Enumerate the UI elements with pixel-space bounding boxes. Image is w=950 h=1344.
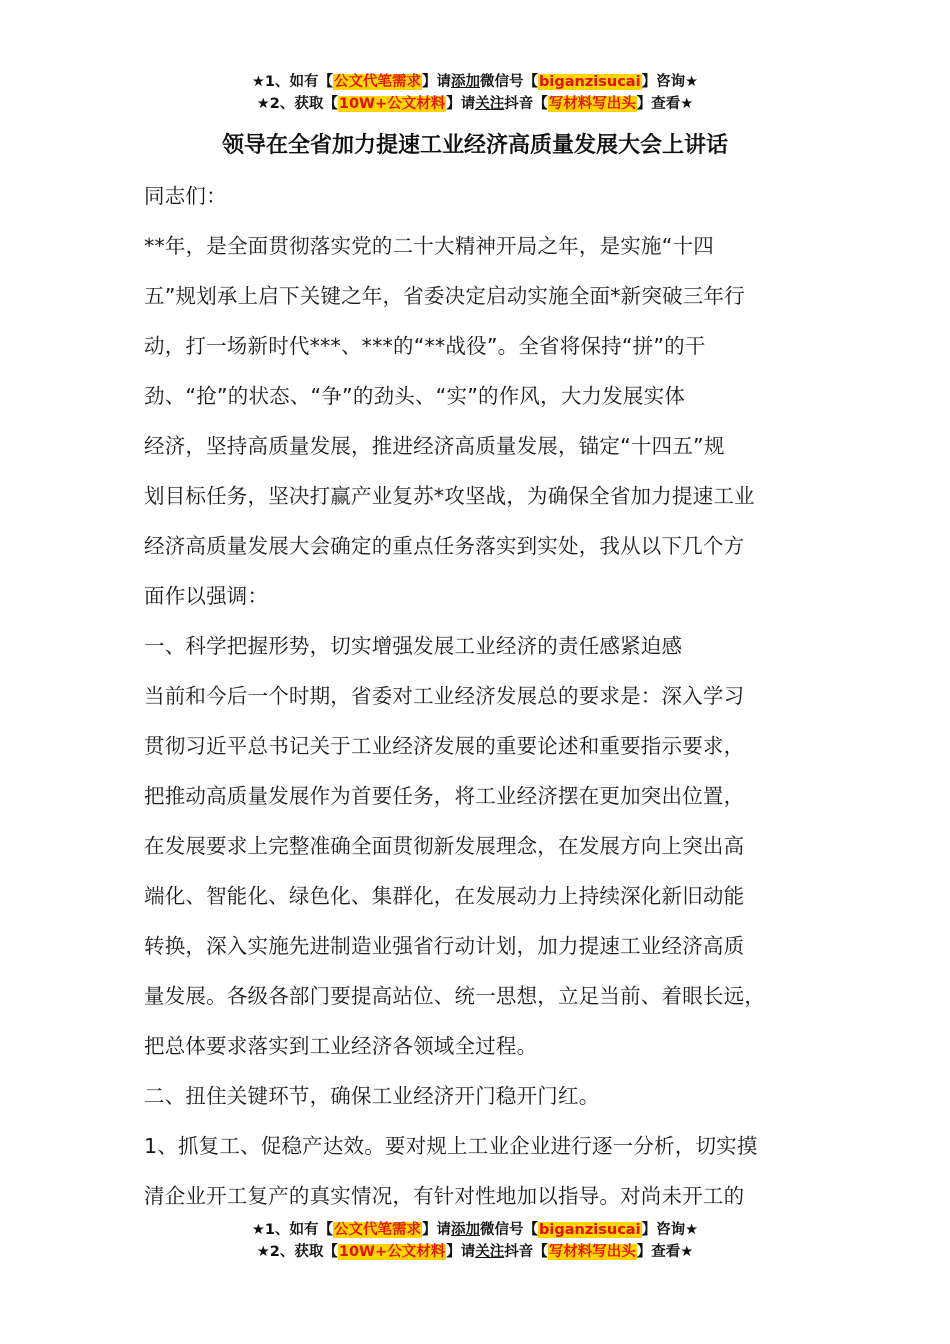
promo-text: 】请 <box>446 96 476 112</box>
body-line: 经济高质量发展大会确定的重点任务落实到实处，我从以下几个方 <box>144 534 745 558</box>
promo-text: 微信号【 <box>480 1222 539 1238</box>
promo-text: 】查看★ <box>636 96 694 112</box>
top-promo-banner <box>0 71 950 115</box>
promo-text: ★2、获取【 <box>256 96 338 112</box>
body-line: 把总体要求落实到工业经济各领域全过程。 <box>144 1034 538 1058</box>
promo-highlight: 写材料写出头 <box>548 1244 636 1260</box>
body-line: 量发展。各级各部门要提高站位、统一思想，立足当前、着眼长远， <box>144 984 765 1008</box>
promo-text: 】请 <box>422 1222 452 1238</box>
promo-highlight: 公文代笔需求 <box>334 74 422 90</box>
promo-emphasis: 添加 <box>451 74 481 90</box>
promo-emphasis: 关注 <box>475 96 505 112</box>
promo-highlight: 公文代笔需求 <box>334 1222 422 1238</box>
body-line: 当前和今后一个时期，省委对工业经济发展总的要求是：深入学习 <box>144 684 745 708</box>
promo-highlight: biganzisucai <box>539 74 641 90</box>
promo-text: 抖音【 <box>504 1244 548 1260</box>
promo-line-1 <box>0 1219 950 1241</box>
body-line: 转换，深入实施先进制造业强省行动计划，加力提速工业经济高质 <box>144 934 745 958</box>
body-line: 面作以强调： <box>144 584 269 608</box>
promo-text: ★2、获取【 <box>256 1244 338 1260</box>
body-line: 清企业开工复产的真实情况，有针对性地加以指导。对尚未开工的 <box>144 1184 745 1208</box>
body-line: 1、抓复工、促稳产达效。要对规上工业企业进行逐一分析，切实摸 <box>144 1134 758 1158</box>
body-line: 端化、智能化、绿色化、集群化，在发展动力上持续深化新旧动能 <box>144 884 745 908</box>
promo-emphasis: 添加 <box>451 1222 481 1238</box>
promo-text: 】查看★ <box>636 1244 694 1260</box>
body-line: 把推动高质量发展作为首要任务，将工业经济摆在更加突出位置， <box>144 784 745 808</box>
body-line: 五”规划承上启下关键之年，省委决定启动实施全面*新突破三年行 <box>144 284 745 308</box>
promo-text: 】请 <box>422 74 452 90</box>
body-line: **年，是全面贯彻落实党的二十大精神开局之年，是实施“十四 <box>144 234 714 258</box>
promo-highlight: biganzisucai <box>539 1222 641 1238</box>
document-body <box>144 171 834 1221</box>
body-line: 贯彻习近平总书记关于工业经济发展的重要论述和重要指示要求， <box>144 734 745 758</box>
body-line: 在发展要求上完整准确全面贯彻新发展理念，在发展方向上突出高 <box>144 834 745 858</box>
promo-highlight: 写材料写出头 <box>548 96 636 112</box>
promo-highlight: 10W+公文材料 <box>338 1244 446 1260</box>
body-line: 划目标任务，坚决打赢产业复苏*攻坚战，为确保全省加力提速工业 <box>144 484 755 508</box>
body-line: 经济，坚持高质量发展，推进经济高质量发展，锚定“十四五”规 <box>144 434 725 458</box>
promo-text: 】咨询★ <box>641 74 699 90</box>
promo-line-2 <box>0 1241 950 1263</box>
promo-text: ★1、如有【 <box>251 1222 334 1238</box>
promo-emphasis: 关注 <box>475 1244 505 1260</box>
body-line: 同志们： <box>144 184 227 208</box>
promo-text: 】咨询★ <box>641 1222 699 1238</box>
promo-line-1 <box>0 71 950 93</box>
promo-line-2 <box>0 93 950 115</box>
body-line: 劲、“抢”的状态、“争”的劲头、“实”的作风，大力发展实体 <box>144 384 686 408</box>
promo-text: 微信号【 <box>480 74 539 90</box>
section-heading: 一、科学把握形势，切实增强发展工业经济的责任感紧迫感 <box>144 634 683 658</box>
bottom-promo-banner <box>0 1219 950 1263</box>
promo-highlight: 10W+公文材料 <box>338 96 446 112</box>
promo-text: 】请 <box>446 1244 476 1260</box>
document-title: 领导在全省加力提速工业经济高质量发展大会上讲话 <box>221 133 728 158</box>
promo-text: ★1、如有【 <box>251 74 334 90</box>
section-heading: 二、扭住关键环节，确保工业经济开门稳开门红。 <box>144 1084 600 1108</box>
promo-text: 抖音【 <box>504 96 548 112</box>
body-line: 动，打一场新时代***、***的“**战役”。全省将保持“拼”的干 <box>144 334 706 358</box>
